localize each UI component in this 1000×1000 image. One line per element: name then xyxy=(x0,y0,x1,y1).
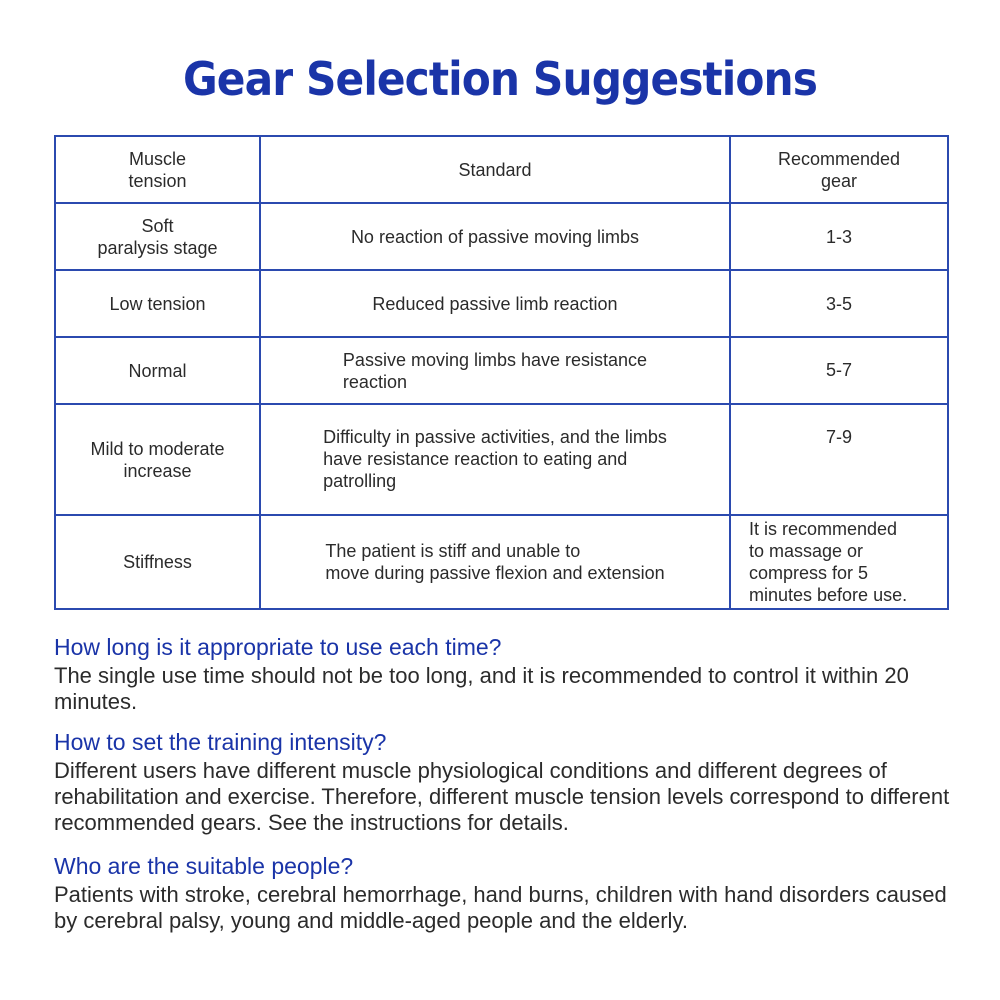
table-row xyxy=(55,203,948,270)
faq-answer: Patients with stroke, cerebral hemorrhage, hand burns, children with hand disorders caused by cerebral palsy, young and middle-aged people and the elderly. xyxy=(54,882,947,933)
row-standard: Passive moving limbs have resistance reaction xyxy=(260,337,730,404)
table-row xyxy=(55,270,948,337)
row-gear: 5-7 xyxy=(730,337,948,404)
row-tension: Stiffness xyxy=(55,515,260,609)
page-title: Gear Selection Suggestions xyxy=(182,52,818,106)
header-standard: Standard xyxy=(260,136,730,203)
row-tension: Soft paralysis stage xyxy=(55,203,260,270)
row-standard: The patient is stiff and unable to move during passive flexion and extension xyxy=(260,515,730,609)
row-gear: 3-5 xyxy=(730,270,948,337)
header-recommended-gear: Recommended gear xyxy=(730,136,948,203)
faq-answer: The single use time should not be too long, and it is recommended to control it within 20 minutes. xyxy=(54,663,909,714)
table-row xyxy=(55,337,948,404)
row-gear: 7-9 xyxy=(730,404,948,515)
row-gear: It is recommended to massage or compress for 5 minutes before use. xyxy=(730,515,948,609)
row-standard: Difficulty in passive activities, and the limbs have resistance reaction to eating and patrolling xyxy=(260,404,730,515)
gear-table xyxy=(54,135,949,610)
faq-answer: Different users have different muscle physiological conditions and different degrees of rehabilitation and exercise. Therefore, different muscle tension levels correspond to different recommended gears. See the instructions for details. xyxy=(54,758,950,835)
row-tension: Mild to moderate increase xyxy=(55,404,260,515)
table-header-row xyxy=(55,136,948,203)
row-standard: No reaction of passive moving limbs xyxy=(260,203,730,270)
faq-question: How to set the training intensity? xyxy=(54,729,387,755)
header-muscle-tension: Muscle tension xyxy=(55,136,260,203)
table-row xyxy=(55,515,948,609)
table-row xyxy=(55,404,948,515)
row-tension: Normal xyxy=(55,337,260,404)
faq-question: Who are the suitable people? xyxy=(54,853,354,879)
faq-question: How long is it appropriate to use each time? xyxy=(54,634,502,660)
row-gear: 1-3 xyxy=(730,203,948,270)
row-tension: Low tension xyxy=(55,270,260,337)
row-standard: Reduced passive limb reaction xyxy=(260,270,730,337)
